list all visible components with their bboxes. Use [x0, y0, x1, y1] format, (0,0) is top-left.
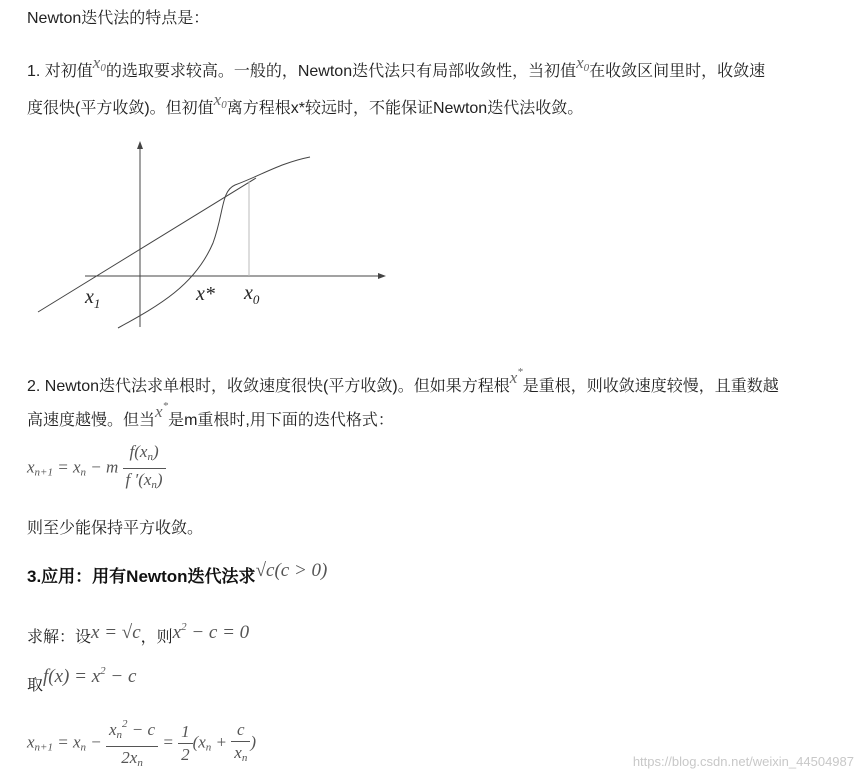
f2-xn: x — [72, 732, 81, 752]
take-line — [27, 666, 136, 699]
f1-xn: x — [72, 457, 81, 477]
y-axis-arrow — [137, 141, 143, 149]
f2-num-rest: − c — [127, 720, 156, 739]
take-eq-main: f(x) = x — [43, 666, 101, 687]
p2-line2-a: 高速度越慢。但当 — [27, 412, 156, 429]
f2-fraction-c — [231, 719, 250, 769]
f2-lhs: x — [27, 732, 35, 752]
solve-eq2-x: x — [172, 622, 182, 643]
f2-xn-sub: n — [80, 741, 87, 754]
x0-letter: x — [92, 53, 101, 72]
f1-eq: = — [52, 457, 73, 477]
solve-eq-1: x = √c — [91, 622, 141, 643]
solve-eq2-sup: 2 — [181, 621, 187, 633]
f2-paren-sub: n — [205, 741, 212, 754]
initial-value-symbol — [93, 53, 106, 72]
f2-minus: − — [86, 732, 106, 752]
f1-denominator — [123, 469, 166, 496]
f2-eq: = — [52, 732, 73, 752]
f1-num-close: ) — [152, 442, 159, 461]
p2-text-b: 是重根，则收敛速度较慢，且重数越 — [522, 378, 779, 395]
f1-num: f(x — [129, 442, 148, 461]
multiple-root-formula — [27, 441, 166, 496]
take-eq-sup: 2 — [100, 665, 106, 677]
x-axis-arrow — [378, 273, 386, 279]
f2-fraction-half — [178, 721, 193, 766]
x1-label: $x_1$ — [85, 286, 101, 311]
sqrt-iteration-formula — [27, 713, 256, 774]
f2-fraction-1 — [106, 713, 158, 774]
f1-lhs: x — [27, 457, 35, 477]
solve-eq-2 — [173, 622, 250, 643]
f2-num-sub: n — [116, 729, 123, 741]
xstar-label: x* — [196, 283, 215, 305]
star-sup-2: * — [162, 400, 169, 412]
f2-c-den-sub: n — [241, 751, 248, 764]
f2-denominator-1 — [106, 747, 158, 774]
f2-lhs-sub: n+1 — [34, 741, 53, 754]
xstar-letter: x — [509, 368, 518, 387]
p1-text-c: 在收敛区间里时，收敛速 — [589, 63, 766, 80]
f1-num-sub: n — [147, 451, 153, 463]
f2-plus: + — [211, 732, 232, 752]
f1-xn-sub: n — [80, 466, 87, 479]
p1-line2-a: 度很快(平方收敛)。但初值 — [27, 100, 214, 117]
paragraph-1-line-1 — [27, 53, 766, 89]
x0-sub-3: 0 — [221, 99, 227, 111]
section-3-heading — [27, 560, 328, 590]
section-3-title: 3.应用：用有Newton迭代法求 — [27, 567, 256, 586]
newton-iteration-figure — [30, 135, 395, 340]
root-symbol-2 — [155, 402, 168, 421]
star-sup: * — [517, 366, 523, 378]
f2-numerator-1 — [106, 713, 158, 747]
initial-value-symbol-2 — [576, 53, 589, 72]
f2-num-sup: 2 — [122, 718, 128, 730]
f1-numerator — [123, 441, 166, 469]
f2-paren-open: (x — [192, 732, 206, 752]
xstar-letter-2: x — [155, 402, 163, 421]
solve-line — [27, 618, 249, 651]
x0-letter-2: x — [576, 53, 584, 72]
x0-sub: 0 — [100, 62, 106, 74]
f1-den-close: ) — [156, 470, 163, 489]
x0-sub-2: 0 — [583, 62, 590, 74]
root-symbol — [510, 368, 523, 387]
paragraph-1-line-2 — [27, 90, 584, 126]
intro-text: Newton迭代法的特点是： — [27, 10, 210, 27]
f2-eq-2: = — [158, 732, 179, 752]
section-3-math — [256, 560, 328, 581]
c-condition: (c > 0) — [274, 560, 328, 581]
p2-line2-b: 是m重根时,用下面的迭代格式： — [168, 412, 394, 429]
f2-c-den: x — [234, 742, 242, 762]
f2-c-denominator — [231, 742, 250, 769]
f1-den: f ′(x — [125, 470, 152, 489]
f2-den-sub: n — [137, 757, 143, 769]
sqrt-c: √c — [255, 560, 275, 581]
p2-text-a: 2. Newton迭代法求单根时，收敛速度很快(平方收敛)。但如果方程根 — [27, 378, 510, 395]
paragraph-3: 则至少能保持平方收敛。 — [27, 520, 204, 537]
f2-num: x — [109, 720, 117, 739]
f2-c-num: c — [231, 719, 250, 742]
take-text: 取 — [27, 677, 44, 694]
f2-den: 2x — [121, 748, 138, 767]
f1-fraction — [123, 441, 166, 496]
solve-text-a: 求解：设 — [27, 629, 92, 646]
initial-value-symbol-3 — [214, 90, 227, 109]
f2-half-den: 2 — [181, 745, 190, 764]
solve-eq2-rest: − c = 0 — [186, 622, 250, 643]
f2-half-num: 1 — [178, 721, 193, 744]
f2-paren-close: ) — [250, 732, 256, 752]
p1-line2-b: 离方程根x*较远时，不能保证Newton迭代法收敛。 — [226, 100, 584, 117]
paragraph-2-line-2 — [27, 401, 394, 434]
x0-letter-3: x — [213, 90, 222, 109]
watermark: https://blog.csdn.net/weixin_44504987 — [632, 754, 854, 769]
take-eq — [43, 666, 136, 687]
take-eq-rest: − c — [105, 666, 137, 687]
f1-den-sub: n — [151, 479, 157, 491]
p1-text-a: 1. 对初值 — [27, 63, 93, 80]
f1-minus-m: − m — [86, 457, 119, 477]
paragraph-2-line-1 — [27, 367, 779, 400]
f1-lhs-sub: n+1 — [34, 466, 53, 479]
solve-text-b: ，则 — [140, 629, 173, 646]
tangent-line — [38, 178, 256, 312]
x0-label: $x_0$ — [244, 282, 260, 307]
p1-text-b: 的选取要求较高。一般的，Newton迭代法只有局部收敛性，当初值 — [105, 63, 577, 80]
